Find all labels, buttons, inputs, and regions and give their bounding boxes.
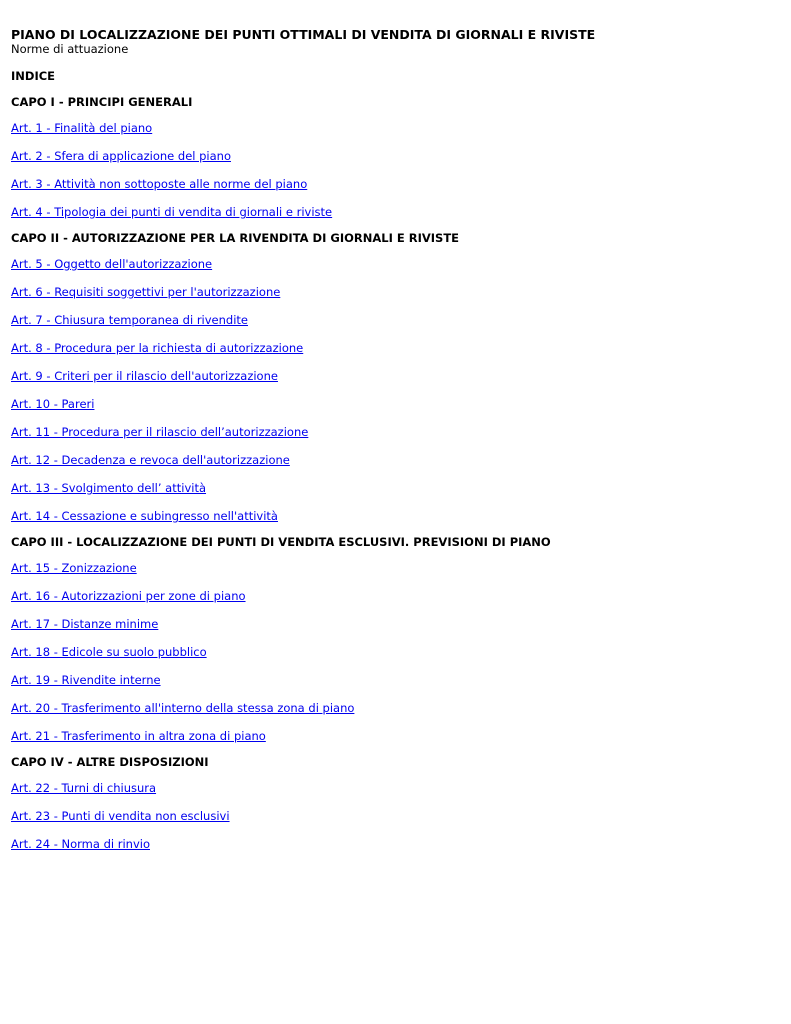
table-of-contents (11, 95, 780, 851)
list-item (11, 509, 780, 523)
list-item (11, 481, 780, 495)
chapter-heading: CAPO II - AUTORIZZAZIONE PER LA RIVENDITA DI GIORNALI E RIVISTE (11, 231, 460, 245)
article-link[interactable]: Art. 18 - Edicole su suolo pubblico (11, 645, 207, 659)
article-link[interactable]: Art. 4 - Tipologia dei punti di vendita di giornali e riviste (11, 205, 333, 219)
list-item (11, 149, 780, 163)
article-list (11, 121, 780, 219)
article-link[interactable]: Art. 15 - Zonizzazione (11, 561, 137, 575)
article-link[interactable]: Art. 23 - Punti di vendita non esclusivi (11, 809, 230, 823)
chapter-section (11, 231, 780, 523)
list-item (11, 369, 780, 383)
list-item (11, 397, 780, 411)
article-link[interactable]: Art. 21 - Trasferimento in altra zona di piano (11, 729, 266, 743)
article-link[interactable]: Art. 2 - Sfera di applicazione del piano (11, 149, 231, 163)
list-item (11, 673, 780, 687)
article-link[interactable]: Art. 9 - Criteri per il rilascio dell'autorizzazione (11, 369, 278, 383)
list-item (11, 425, 780, 439)
article-link[interactable]: Art. 17 - Distanze minime (11, 617, 159, 631)
list-item (11, 257, 780, 271)
article-link[interactable]: Art. 3 - Attività non sottoposte alle norme del piano (11, 177, 308, 191)
chapter-section (11, 95, 780, 219)
article-link[interactable]: Art. 22 - Turni di chiusura (11, 781, 157, 795)
article-link[interactable]: Art. 7 - Chiusura temporanea di rivendite (11, 313, 248, 327)
chapter-heading: CAPO III - LOCALIZZAZIONE DEI PUNTI DI VENDITA ESCLUSIVI. PREVISIONI DI PIANO (11, 535, 551, 549)
list-item (11, 617, 780, 631)
page-subtitle: Norme di attuazione (11, 42, 129, 56)
chapter-heading: CAPO I - PRINCIPI GENERALI (11, 95, 193, 109)
article-link[interactable]: Art. 10 - Pareri (11, 397, 95, 411)
chapter-heading: CAPO IV - ALTRE DISPOSIZIONI (11, 755, 209, 769)
index-heading: INDICE (11, 69, 56, 83)
article-link[interactable]: Art. 13 - Svolgimento dell’ attività (11, 481, 207, 495)
article-link[interactable]: Art. 16 - Autorizzazioni per zone di piano (11, 589, 246, 603)
article-list (11, 257, 780, 523)
article-link[interactable]: Art. 11 - Procedura per il rilascio dell’autorizzazione (11, 425, 309, 439)
list-item (11, 561, 780, 575)
list-item (11, 809, 780, 823)
list-item (11, 701, 780, 715)
article-link[interactable]: Art. 14 - Cessazione e subingresso nell'attività (11, 509, 278, 523)
chapter-section (11, 755, 780, 851)
list-item (11, 781, 780, 795)
list-item (11, 285, 780, 299)
chapter-section (11, 535, 780, 743)
list-item (11, 589, 780, 603)
list-item (11, 313, 780, 327)
article-link[interactable]: Art. 24 - Norma di rinvio (11, 837, 150, 851)
article-link[interactable]: Art. 6 - Requisiti soggettivi per l'autorizzazione (11, 285, 281, 299)
list-item (11, 729, 780, 743)
list-item (11, 837, 780, 851)
list-item (11, 341, 780, 355)
article-link[interactable]: Art. 8 - Procedura per la richiesta di autorizzazione (11, 341, 304, 355)
list-item (11, 645, 780, 659)
list-item (11, 121, 780, 135)
article-link[interactable]: Art. 5 - Oggetto dell'autorizzazione (11, 257, 213, 271)
article-link[interactable]: Art. 19 - Rivendite interne (11, 673, 161, 687)
list-item (11, 205, 780, 219)
article-link[interactable]: Art. 1 - Finalità del piano (11, 121, 153, 135)
article-link[interactable]: Art. 20 - Trasferimento all'interno della stessa zona di piano (11, 701, 355, 715)
article-list (11, 781, 780, 851)
page-title: PIANO DI LOCALIZZAZIONE DEI PUNTI OTTIMALI DI VENDITA DI GIORNALI E RIVISTE (11, 27, 596, 42)
list-item (11, 453, 780, 467)
list-item (11, 177, 780, 191)
article-link[interactable]: Art. 12 - Decadenza e revoca dell'autorizzazione (11, 453, 290, 467)
article-list (11, 561, 780, 743)
